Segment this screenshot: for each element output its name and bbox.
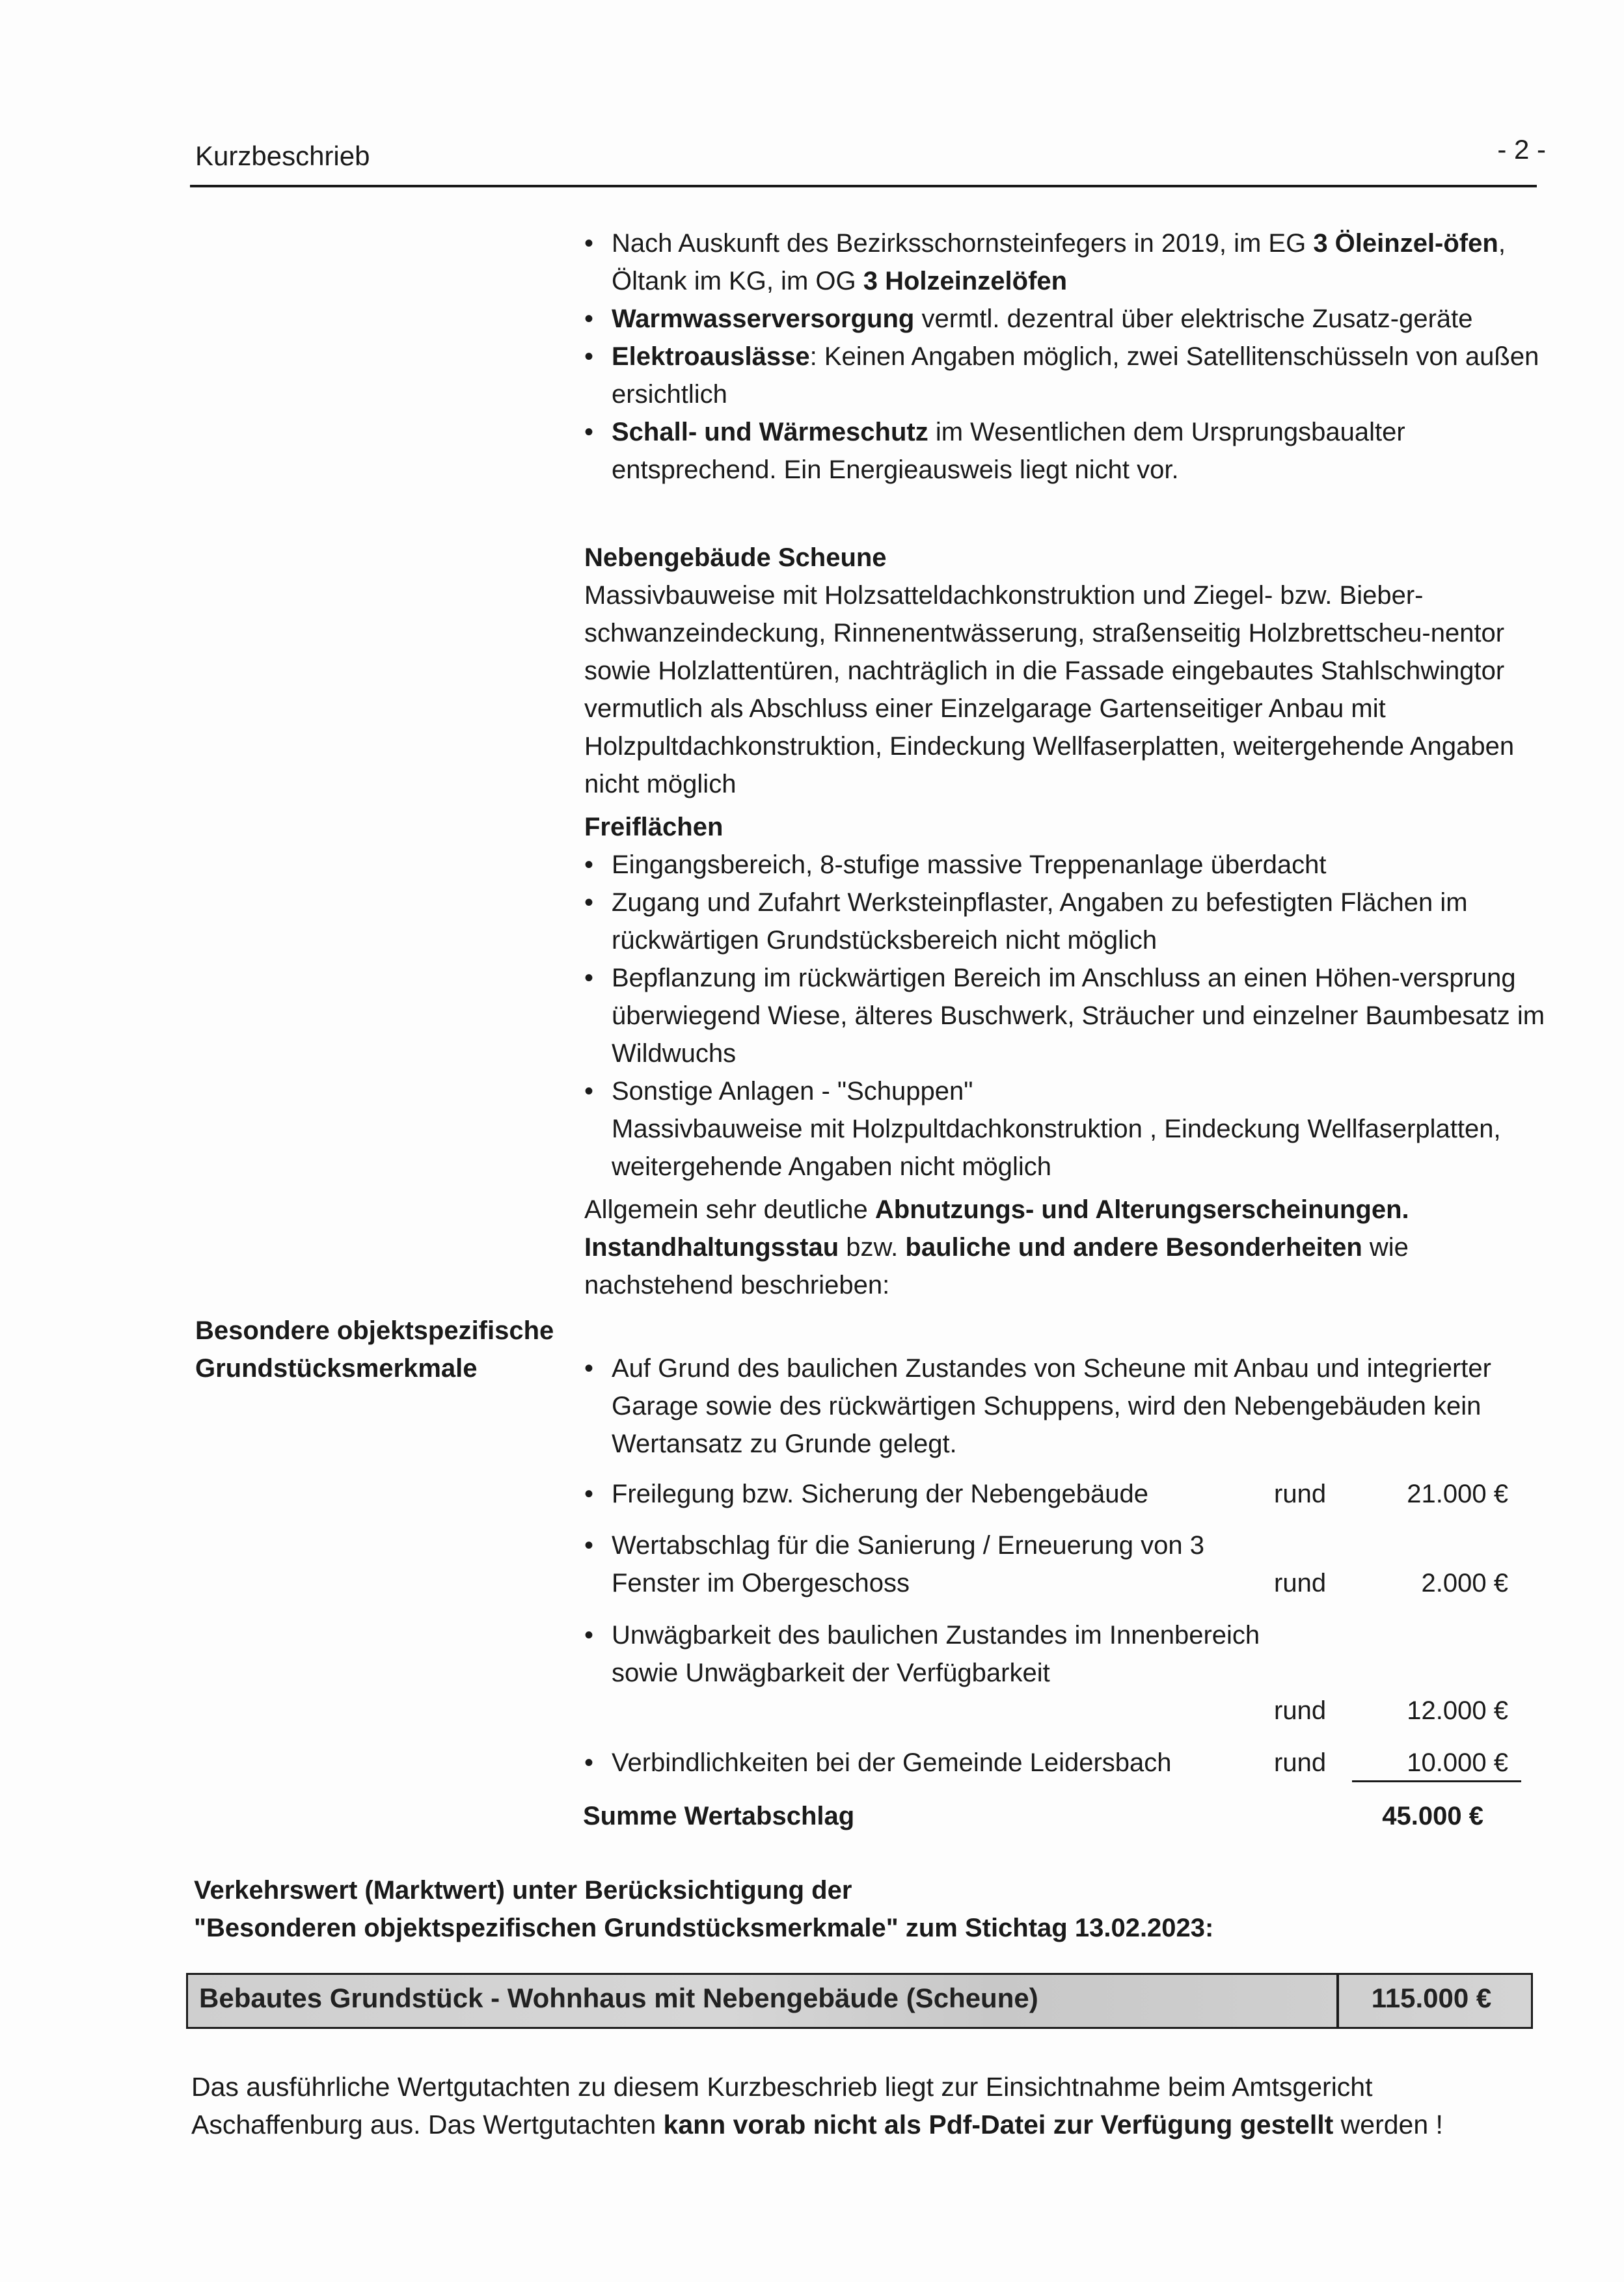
technik-item-bold: Warmwasserversorgung (612, 305, 915, 333)
allgemein-bold: bauliche und andere Besonderheiten (905, 1233, 1362, 1262)
footer-text: werden ! (1333, 2110, 1443, 2139)
technik-item-bold: Schall- und Wärmeschutz (612, 418, 928, 446)
technik-item-text: im Wesentlichen dem Ursprungsbaualter entsprechend. Ein Energieausweis liegt nicht vor. (612, 418, 1405, 484)
cost-description: • Unwägbarkeit des baulichen Zustandes im Innenbereich sowie Unwägbarkeit der Verfügbarkeit (584, 1616, 1262, 1692)
cost-row-unwaegbarkeit (584, 1616, 1508, 1725)
result-label: Bebautes Grundstück - Wohnhaus mit Nebengebäude (Scheune) (199, 1983, 1038, 2013)
nebengebaeude-section (584, 539, 1541, 803)
freiflaechen-item: • Eingangsbereich, 8-stufige massive Treppenanlage überdacht (584, 846, 1547, 884)
besondere-intro (584, 1350, 1521, 1463)
cost-rund: rund (1274, 1748, 1327, 1777)
freiflaechen-heading: Freiflächen (584, 813, 724, 841)
cost-row-verbindlichkeiten (584, 1744, 1508, 1782)
header-label: Kurzbeschrieb (195, 141, 370, 171)
freiflaechen-section (584, 808, 1547, 1186)
page-number: - 2 - (1497, 134, 1546, 165)
technik-item-bold: 3 Holzeinzelöfen (863, 267, 1068, 295)
besondere-intro-text: • Auf Grund des baulichen Zustandes von Scheune mit Anbau und integrierter Garage sowie des rückwärtigen Schuppens, wird den Nebengebäuden kein Wertansatz zu Grunde gelegt. (584, 1350, 1521, 1463)
freiflaechen-item-sonstige (584, 1072, 1547, 1186)
sum-amount: 45.000 € (1382, 1802, 1483, 1830)
technik-item-text: vermtl. dezentral über elektrische Zusatz-geräte (914, 305, 1473, 333)
sum-underline (1352, 1780, 1521, 1782)
allgemein-text: bzw. (839, 1233, 906, 1262)
cost-description: • Freilegung bzw. Sicherung der Nebengebäude (584, 1475, 1262, 1513)
technik-item-bold: Elektroauslässe (612, 342, 810, 371)
cost-description: • Wertabschlag für die Sanierung / Erneuerung von 3 Fenster im Obergeschoss (584, 1527, 1262, 1602)
allgemein-text: wie nachstehend beschrieben: (584, 1233, 1409, 1299)
result-divider (1336, 1973, 1339, 2029)
sonstige-title: • Sonstige Anlagen - "Schuppen" (612, 1077, 973, 1106)
technik-item-heizung (584, 224, 1547, 300)
allgemein-paragraph (584, 1191, 1541, 1304)
cost-rund: rund (1274, 1696, 1327, 1725)
allgemein-bold: Abnutzungs- und Alterungserscheinungen. Instandhaltungsstau (584, 1195, 1409, 1262)
allgemein-text: Allgemein sehr deutliche (584, 1195, 875, 1224)
verkehrswert-heading (194, 1871, 1495, 1947)
besondere-merkmale-label: Besondere objektspezifische Grundstücksmerkmale (195, 1316, 554, 1383)
cost-row-fenster (584, 1527, 1508, 1602)
technik-list (584, 224, 1547, 489)
footer-note (191, 2068, 1499, 2143)
technik-item-bold: 3 Öleinzel-öfen (1313, 229, 1498, 258)
cost-amount: 12.000 € (1407, 1696, 1508, 1725)
footer-bold: kann vorab nicht als Pdf-Datei zur Verfügung gestellt (663, 2110, 1334, 2139)
sum-label: Summe Wertabschlag (583, 1802, 855, 1830)
cost-row-freilegung (584, 1475, 1508, 1513)
cost-description: • Verbindlichkeiten bei der Gemeinde Leidersbach (584, 1744, 1262, 1782)
cost-amount: 2.000 € (1421, 1569, 1508, 1597)
footer-text: Das ausführliche Wertgutachten zu diesem Kurzbeschrieb liegt zur Einsichtnahme beim Amtsgericht Aschaffenburg aus. Das Wertgutachten (191, 2072, 1373, 2139)
sonstige-text: Massivbauweise mit Holzpultdachkonstruktion , Eindeckung Wellfaserplatten, weitergehende Angaben nicht möglich (612, 1115, 1501, 1181)
technik-item-text: , Öltank im KG, im OG (612, 229, 1506, 295)
technik-item-schallschutz (584, 413, 1547, 489)
nebengebaeude-heading: Nebengebäude Scheune (584, 543, 887, 572)
technik-item-warmwasser (584, 300, 1547, 338)
freiflaechen-item: • Zugang und Zufahrt Werksteinpflaster, Angaben zu befestigten Flächen im rückwärtigen Grundstücksbereich nicht möglich (584, 884, 1547, 959)
header-rule (190, 185, 1537, 187)
verkehrswert-line: Verkehrswert (Marktwert) unter Berücksichtigung der (194, 1876, 852, 1905)
technik-item-text: : Keinen Angaben möglich, zwei Satellitenschüsseln von außen ersichtlich (612, 342, 1539, 409)
cost-rund: rund (1274, 1569, 1327, 1597)
verkehrswert-line: "Besonderen objektspezifischen Grundstücksmerkmale" zum Stichtag 13.02.2023: (194, 1914, 1214, 1942)
result-value: 115.000 € (1371, 1983, 1492, 2013)
cost-amount: 10.000 € (1407, 1748, 1508, 1777)
nebengebaeude-text: Massivbauweise mit Holzsatteldachkonstruktion und Ziegel- bzw. Bieber-schwanzeindeckung, Rinnenentwässerung, straßenseitig Holzbrettscheu-nentor sowie Holzlattentüren, nachträglich in die Fassade eingebautes Stahlschwingtor vermutlich als Abschluss einer Einzelgarage Gartenseitiger Anbau mit Holzpultdachkonstruktion, Eindeckung Wellfaserplatten, weitergehende Angaben nicht möglich (584, 581, 1515, 798)
freiflaechen-item: • Bepflanzung im rückwärtigen Bereich im Anschluss an einen Höhen-versprung überwiegend Wiese, älteres Buschwerk, Sträucher und einzelner Baumbesatz im Wildwuchs (584, 959, 1547, 1072)
cost-amount: 21.000 € (1407, 1480, 1508, 1508)
technik-item-text: Nach Auskunft des Bezirksschornsteinfegers in 2019, im EG (612, 229, 1314, 258)
technik-item-elektro (584, 338, 1547, 413)
cost-rund: rund (1274, 1480, 1327, 1508)
